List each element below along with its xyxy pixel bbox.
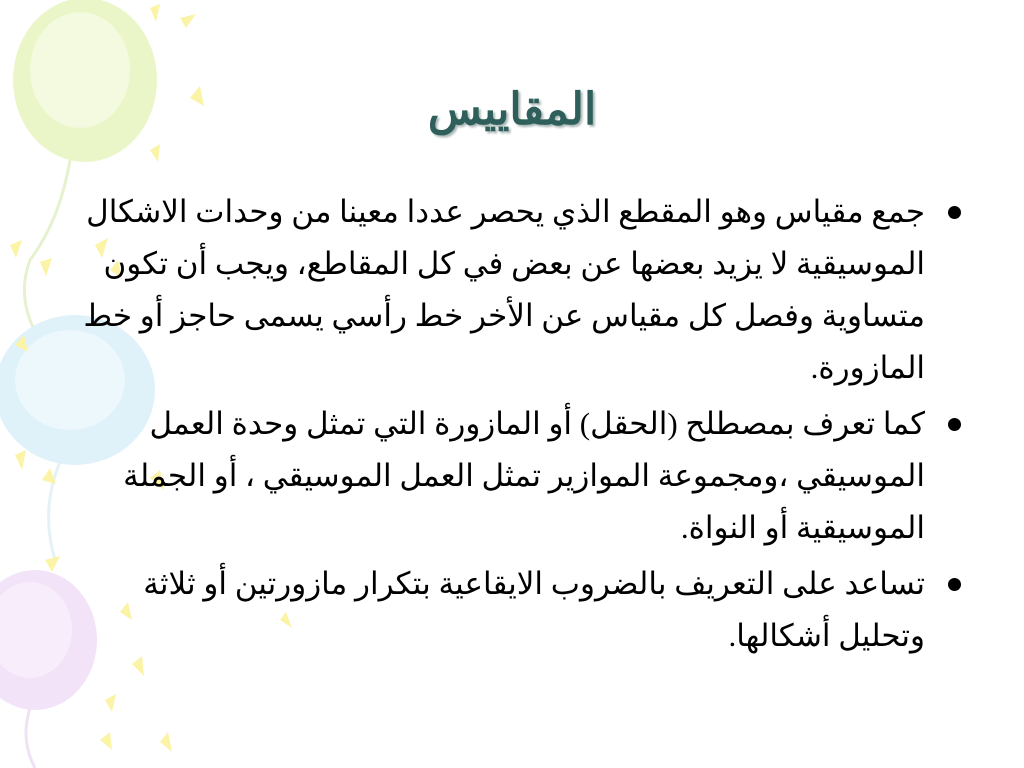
bullet-dot bbox=[948, 206, 961, 219]
bullet-dot bbox=[948, 578, 961, 591]
slide-title: المقاييس bbox=[427, 85, 597, 134]
bullet-text: جمع مقياس وهو المقطع الذي يحصر عددا معينا من وحدات الاشكال الموسيقية لا يزيد بعضها عن بعض في كل المقاطع، ويجب أن تكون متساوية وفصل كل مقياس عن الأخر خط رأسي يسمى حاجز أو خط المازورة. bbox=[83, 194, 925, 385]
bullet-text: كما تعرف بمصطلح (الحقل) أو المازورة التي تمثل وحدة العمل الموسيقي ،ومجموعة الموازير تمثل العمل الموسيقي ، أو الجملة الموسيقية أو النواة. bbox=[123, 406, 925, 545]
bullet-dot bbox=[948, 418, 961, 431]
list-item bbox=[60, 558, 965, 662]
bullet-list bbox=[60, 186, 965, 666]
bullet-text: تساعد على التعريف بالضروب الايقاعية بتكرار مازورتين أو ثلاثة وتحليل أشكالها. bbox=[143, 566, 925, 653]
list-item bbox=[60, 398, 965, 554]
list-item bbox=[60, 186, 965, 394]
